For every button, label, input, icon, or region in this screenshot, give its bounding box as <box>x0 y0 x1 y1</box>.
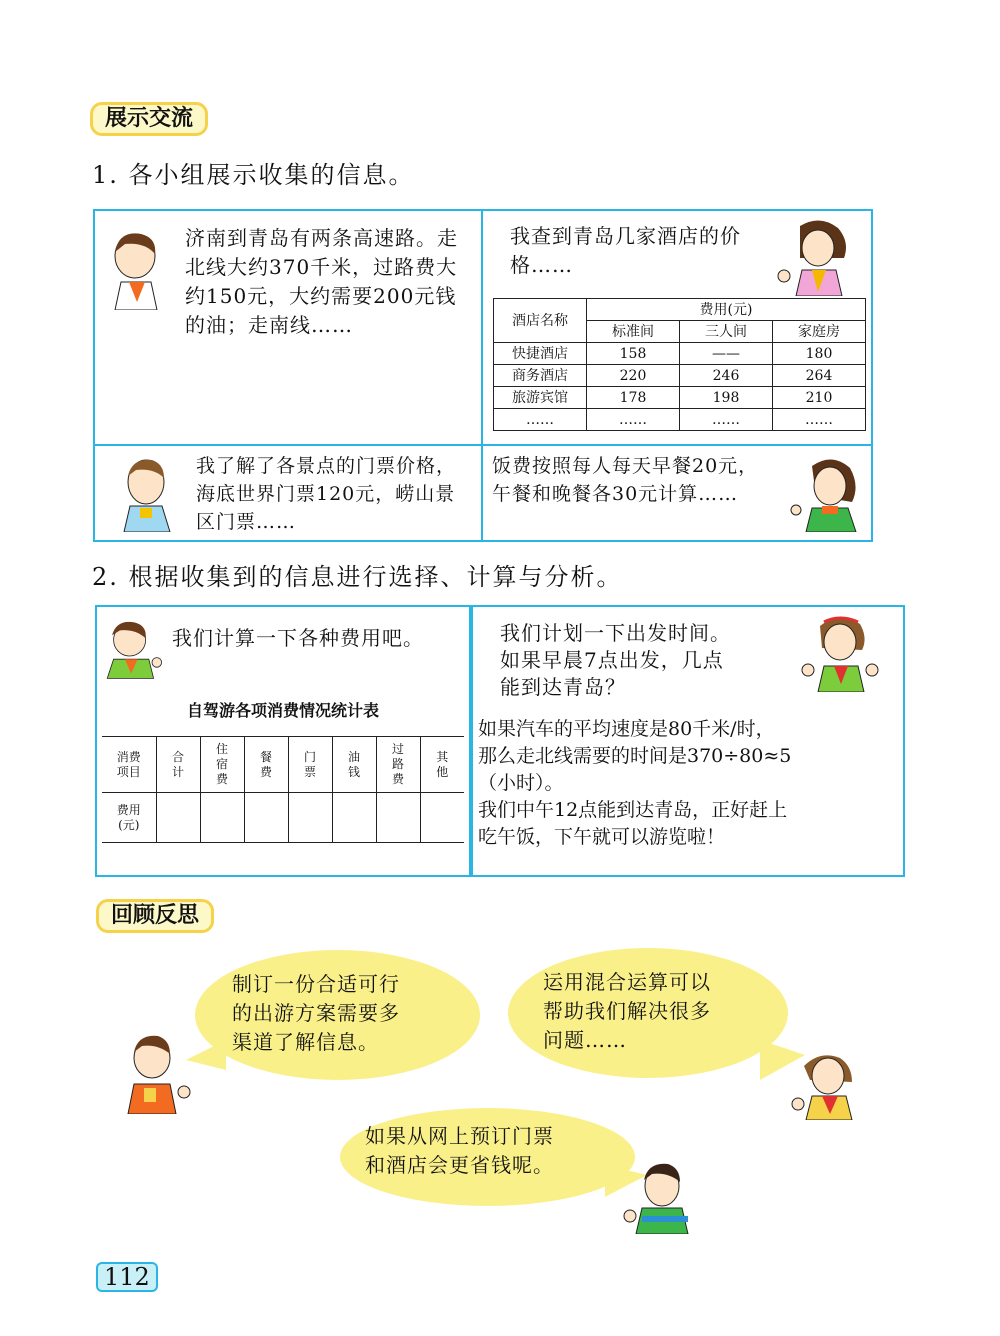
cost-header: 费用(元) <box>587 299 866 321</box>
divider-vertical <box>481 209 483 542</box>
girl-illustration <box>770 218 860 296</box>
col-header: 家庭房 <box>773 321 866 343</box>
hotel-name: 旅游宾馆 <box>494 387 587 409</box>
stat-input-cell[interactable] <box>288 793 332 843</box>
boy-illustration <box>105 230 173 310</box>
price-cell: …… <box>587 409 680 431</box>
hotel-name: 商务酒店 <box>494 365 587 387</box>
stat-input-cell[interactable] <box>376 793 420 843</box>
table-row <box>494 387 866 409</box>
girl-illustration <box>790 1048 866 1120</box>
boy-illustration <box>118 456 178 532</box>
highway-info-text: 济南到青岛有两条高速路。走北线大约370千米，过路费大约150元，大约需要200元钱的油；走南线…… <box>185 226 458 337</box>
boy-illustration <box>104 612 168 684</box>
stat-row-label: 费用 (元) <box>116 802 141 832</box>
boy-illustration <box>122 1030 194 1114</box>
hotel-name: 快捷酒店 <box>494 343 587 365</box>
stat-input-cell[interactable] <box>244 793 288 843</box>
stat-header: 过 路 费 <box>376 737 420 793</box>
divider-horizontal <box>93 444 873 446</box>
bubble-1-text: 制订一份合适可行 的出游方案需要多 渠道了解信息。 <box>232 972 400 1054</box>
price-cell: —— <box>680 343 773 365</box>
price-cell: 264 <box>773 365 866 387</box>
girl-illustration <box>800 612 880 692</box>
table-row <box>494 343 866 365</box>
stat-header: 合 计 <box>156 737 200 793</box>
table-row <box>494 365 866 387</box>
hotel-name: …… <box>494 409 587 431</box>
col-header: 标准间 <box>587 321 680 343</box>
stat-header: 其 他 <box>420 737 464 793</box>
girl-illustration <box>788 456 866 532</box>
col-header: 三人间 <box>680 321 773 343</box>
page-number: 112 <box>96 1262 158 1292</box>
section-heading-1: 1. 各小组展示收集的信息。 <box>92 161 415 189</box>
hotel-intro-text: 我查到青岛几家酒店的价格…… <box>510 224 741 277</box>
section-tag-reflect: 回顾反思 <box>96 899 214 933</box>
time-answer: 如果汽车的平均速度是80千米/时， 那么走北线需要的时间是370÷80≈5 （小时）。 我们中午12点能到达青岛，正好赶上 吃午饭，下午就可以游览啦！ <box>478 718 792 848</box>
price-cell: 246 <box>680 365 773 387</box>
cost-statistics-table <box>102 736 464 843</box>
price-cell: 210 <box>773 387 866 409</box>
section-heading-2: 2. 根据收集到的信息进行选择、计算与分析。 <box>92 563 623 591</box>
stat-input-cell[interactable] <box>332 793 376 843</box>
bubble-3-text: 如果从网上预订门票 和酒店会更省钱呢。 <box>365 1124 554 1177</box>
cost-speech: 我们计算一下各种费用吧。 <box>172 626 424 650</box>
boy-illustration <box>622 1160 694 1234</box>
price-cell: …… <box>773 409 866 431</box>
section-tag-show: 展示交流 <box>90 102 208 136</box>
price-cell: 178 <box>587 387 680 409</box>
time-question: 我们计划一下出发时间。 如果早晨7点出发，几点 能到达青岛？ <box>500 621 731 699</box>
stat-header: 门 票 <box>288 737 332 793</box>
stat-header: 油 钱 <box>332 737 376 793</box>
stat-input-cell[interactable] <box>420 793 464 843</box>
stat-input-cell[interactable] <box>156 793 200 843</box>
price-cell: 158 <box>587 343 680 365</box>
price-cell: 180 <box>773 343 866 365</box>
stat-header: 餐 费 <box>244 737 288 793</box>
stat-header: 消费 项目 <box>116 749 141 779</box>
cost-table-title: 自驾游各项消费情况统计表 <box>186 701 379 720</box>
price-cell: 198 <box>680 387 773 409</box>
tickets-info-text: 我了解了各景点的门票价格，海底世界门票120元，崂山景区门票…… <box>196 455 457 533</box>
hotel-name-header: 酒店名称 <box>494 299 587 343</box>
stat-header: 住 宿 费 <box>200 737 244 793</box>
hotel-price-table <box>493 298 866 431</box>
price-cell: 220 <box>587 365 680 387</box>
stat-input-cell[interactable] <box>200 793 244 843</box>
price-cell: …… <box>680 409 773 431</box>
table-row <box>494 409 866 431</box>
meals-info-text: 饭费按照每人每天早餐20元，午餐和晚餐各30元计算…… <box>492 455 759 505</box>
bubble-2-text: 运用混合运算可以 帮助我们解决很多 问题…… <box>543 970 711 1052</box>
